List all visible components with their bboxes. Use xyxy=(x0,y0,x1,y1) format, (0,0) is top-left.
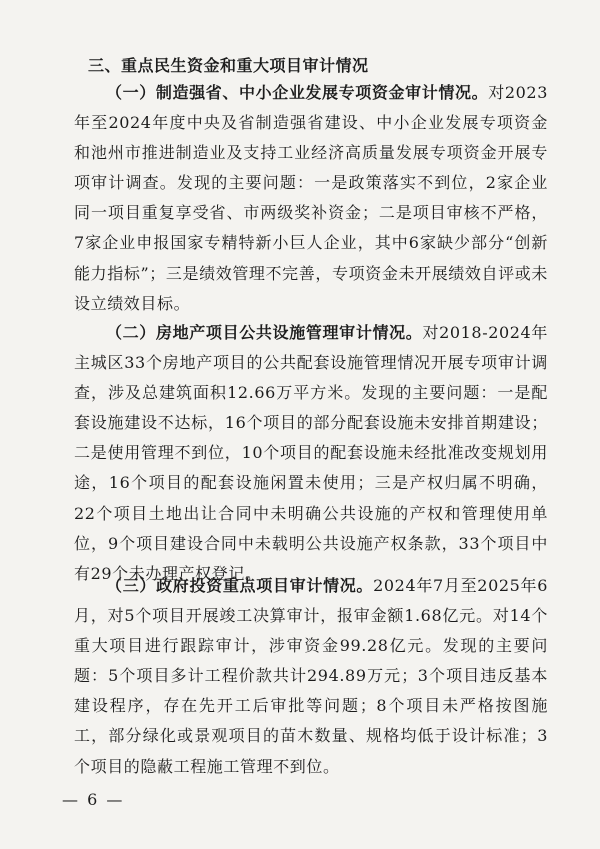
section-heading: 三、重点民生资金和重大项目审计情况 xyxy=(88,56,369,75)
paragraph-body: 2024年7月至2025年6月，对5个项目开展竣工决算审计，报审金额1.68亿元。对14个重大项目进行跟踪审计，涉审资金99.28亿元。发现的主要问题：5个项目多计工程价款共计294.89万元；3个项目违反基本建设程序，存在先开工后审批等问题；8个项目未严格按图施工，部分绿化或景观项目的苗木数量、规格均低于设计标准；3个项目的隐蔽工程施工管理不到位。 xyxy=(74,576,548,776)
page-number: — 6 — xyxy=(62,790,125,809)
paragraph-body: 对2023年至2024年度中央及省制造强省建设、中小企业发展专项资金和池州市推进制造业及支持工业经济高质量发展专项资金开展专项审计调查。发现的主要问题：一是政策落实不到位，2家企业同一项目重复享受省、市两级奖补资金；二是项目审核不严格，7家企业申报国家专精特新小巨人企业，其中6家缺少部分“创新能力指标”；三是绩效管理不完善，专项资金未开展绩效自评或未设立绩效目标。 xyxy=(74,83,548,313)
paragraph-real-estate-facilities xyxy=(74,318,548,589)
paragraph-lead: （一）制造强省、中小企业发展专项资金审计情况。 xyxy=(106,83,489,102)
paragraph-lead: （二）房地产项目公共设施管理审计情况。 xyxy=(106,323,423,342)
paragraph-body: 对2018-2024年主城区33个房地产项目的公共配套设施管理情况开展专项审计调查，涉及总建筑面积12.66万平方米。发现的主要问题：一是配套设施建设不达标，16个项目的部分配套设施未安排首期建设；二是使用管理不到位，10个项目的配套设施未经批准改变规划用途，16个项目的配套设施闲置未使用；三是产权归属不明确，22个项目土地出让合同中未明确公共设施的产权和管理使用单位，9个项目建设合同中未载明公共设施产权条款，33个项目中有29个未办理产权登记。 xyxy=(74,323,548,583)
paragraph-lead: （三）政府投资重点项目审计情况。 xyxy=(106,576,374,595)
paragraph-manufacturing-funds xyxy=(74,78,548,319)
paragraph-government-investment xyxy=(74,571,548,782)
